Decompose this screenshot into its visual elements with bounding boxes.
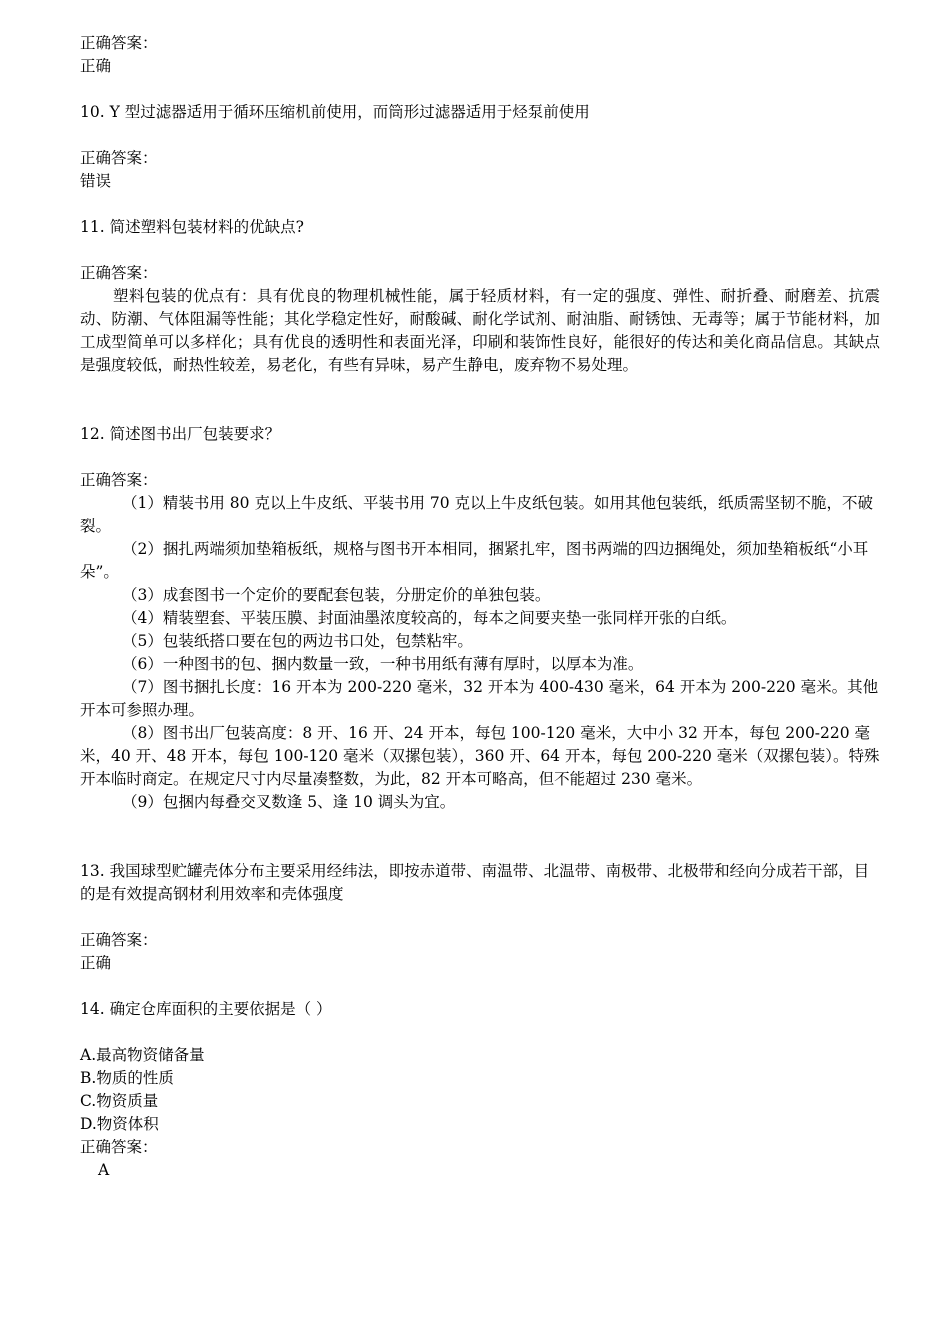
answer-item: （8）图书出厂包装高度：8 开、16 开、24 开本，每包 100-120 毫米，大中小 32 开本，每包 200-220 毫米，40 开、48 开本，每包 100-120 毫米（双摞包装），360 开、64 开本，每包 200-220 毫米（双摞包装）。特殊开本临时商定。在规定尺寸内尽量凑整数，为此，82 开本可略高，但不能超过 230 毫米。 — [80, 724, 880, 788]
option-c: C.物资质量 — [80, 1092, 159, 1110]
answer-text: A — [98, 1161, 110, 1179]
answer-item: （1）精装书用 80 克以上牛皮纸、平装书用 70 克以上牛皮纸包装。如用其他包装纸，纸质需坚韧不脆，不破裂。 — [80, 494, 874, 535]
answer-label: 正确答案： — [80, 471, 158, 489]
answer-text: 正确 — [80, 57, 112, 75]
answer-label: 正确答案： — [80, 931, 158, 949]
question-11: 11. 简述塑料包装材料的优缺点? — [80, 218, 304, 236]
answer-paragraph: 塑料包装的优点有：具有优良的物理机械性能，属于轻质材料，有一定的强度、弹性、耐折叠、耐磨差、抗震动、防潮、气体阻漏等性能；其化学稳定性好，耐酸碱、耐化学试剂、耐油脂、耐锈蚀、无毒等；属于节能材料，加工成型简单可以多样化；具有优良的透明性和表面光泽，印刷和装饰性良好，能很好的传达和美化商品信息。其缺点是强度较低，耐热性较差，易老化，有些有异味，易产生静电，废弃物不易处理。 — [80, 287, 880, 374]
answer-label: 正确答案： — [80, 34, 158, 52]
answer-label: 正确答案： — [80, 264, 158, 282]
question-14: 14. 确定仓库面积的主要依据是（ ） — [80, 1000, 332, 1018]
option-d: D.物资体积 — [80, 1115, 159, 1133]
answer-item: （9）包捆内每叠交叉数逢 5、逢 10 调头为宜。 — [122, 793, 456, 811]
answer-item: （6）一种图书的包、捆内数量一致，一种书用纸有薄有厚时，以厚本为准。 — [122, 655, 644, 673]
answer-item: （4）精装塑套、平装压膜、封面油墨浓度较高的，每本之间要夹垫一张同样开张的白纸。 — [122, 609, 737, 627]
document-page — [80, 32, 880, 1182]
answer-label: 正确答案： — [80, 149, 158, 167]
answer-text: 错误 — [80, 172, 112, 190]
question-12: 12. 简述图书出厂包装要求？ — [80, 425, 281, 443]
answer-item: （5）包装纸搭口要在包的两边书口处，包禁粘牢。 — [122, 632, 473, 650]
option-a: A.最高物资储备量 — [80, 1046, 205, 1064]
option-b: B.物质的性质 — [80, 1069, 174, 1087]
question-10: 10. Y 型过滤器适用于循环压缩机前使用，而筒形过滤器适用于烃泵前使用 — [80, 103, 590, 121]
answer-item: （7）图书捆扎长度：16 开本为 200-220 毫米，32 开本为 400-430 毫米，64 开本为 200-220 毫米。其他开本可参照办理。 — [80, 678, 879, 719]
answer-text: 正确 — [80, 954, 112, 972]
question-13: 13. 我国球型贮罐壳体分布主要采用经纬法，即按赤道带、南温带、北温带、南极带、北极带和经向分成若干部，目的是有效提高钢材利用效率和壳体强度 — [80, 862, 870, 903]
answer-item: （2）捆扎两端须加垫箱板纸，规格与图书开本相同，捆紧扎牢，图书两端的四边捆绳处，须加垫箱板纸“小耳朵”。 — [80, 540, 869, 581]
answer-item: （3）成套图书一个定价的要配套包装，分册定价的单独包装。 — [122, 586, 551, 604]
answer-label: 正确答案： — [80, 1138, 158, 1156]
